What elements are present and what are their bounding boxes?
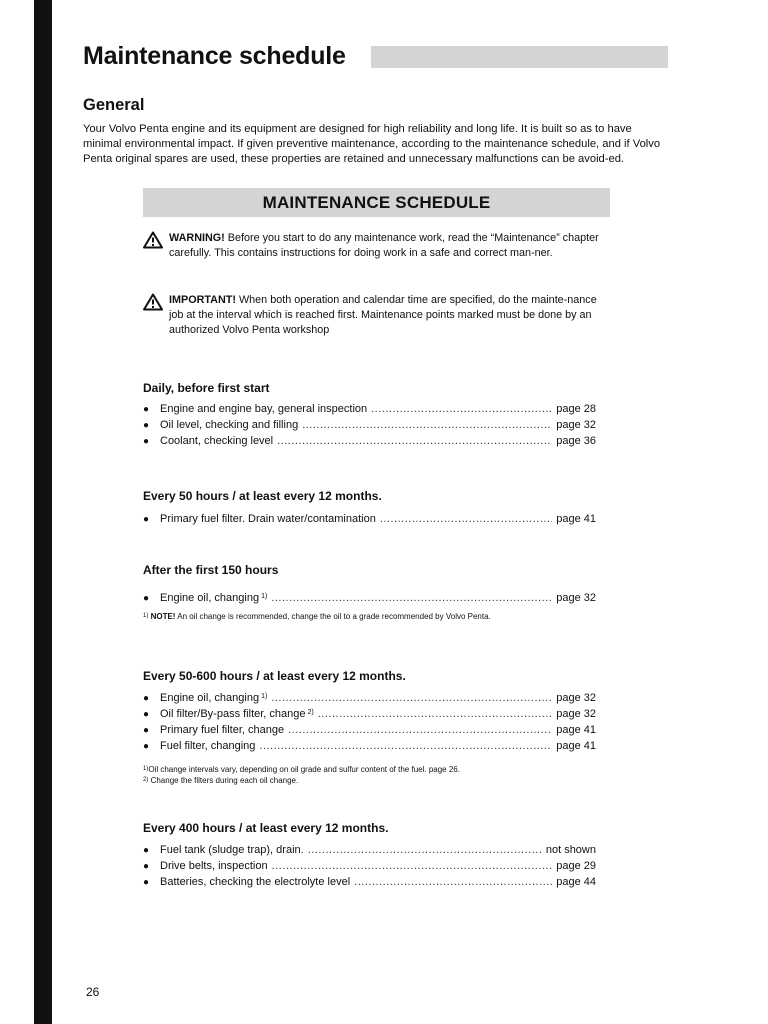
leader-dots bbox=[259, 738, 552, 754]
item-page: not shown bbox=[545, 844, 596, 856]
list-item bbox=[143, 722, 596, 738]
footnote-text: Change the filters during each oil change. bbox=[148, 776, 299, 785]
item-page: page 44 bbox=[556, 876, 596, 888]
list-item bbox=[143, 417, 596, 433]
bullet-icon: ● bbox=[143, 514, 150, 525]
list-item bbox=[143, 874, 596, 890]
item-page: page 28 bbox=[556, 403, 596, 415]
title-decoration-bar bbox=[371, 46, 668, 68]
item-page: page 32 bbox=[556, 592, 596, 604]
bullet-icon: ● bbox=[143, 845, 150, 856]
item-page: page 32 bbox=[556, 419, 596, 431]
item-page: page 41 bbox=[556, 740, 596, 752]
footnote bbox=[143, 775, 298, 786]
item-label: Engine and engine bay, general inspection bbox=[160, 403, 368, 415]
item-label: Primary fuel filter, change bbox=[160, 724, 285, 736]
page-number: 26 bbox=[86, 985, 100, 999]
item-label: Batteries, checking the electrolyte level bbox=[160, 876, 351, 888]
section-heading-400h: Every 400 hours / at least every 12 months. bbox=[143, 821, 389, 835]
warning-label: WARNING! bbox=[169, 232, 225, 244]
footnote-mark: 1) bbox=[143, 613, 149, 619]
leader-dots bbox=[288, 722, 552, 738]
important-note bbox=[143, 293, 613, 338]
bullet-icon: ● bbox=[143, 693, 150, 704]
section-list-150h bbox=[143, 590, 596, 606]
bullet-icon: ● bbox=[143, 877, 150, 888]
section-heading-150h: After the first 150 hours bbox=[143, 563, 279, 577]
item-label-text: Engine oil, changing bbox=[160, 592, 260, 604]
section-list-400h bbox=[143, 842, 596, 890]
leader-dots bbox=[271, 690, 552, 706]
footnote-text: An oil change is recommended, change the oil to a grade recommended by Volvo Penta. bbox=[175, 612, 491, 621]
footnote-marker: 2) bbox=[307, 709, 314, 716]
page-title: Maintenance schedule bbox=[83, 42, 346, 70]
item-label: Oil level, checking and filling bbox=[160, 419, 299, 431]
item-label-text: Oil filter/By-pass filter, change bbox=[160, 708, 306, 720]
schedule-banner: MAINTENANCE SCHEDULE bbox=[143, 188, 610, 217]
footnote-bold: NOTE! bbox=[150, 612, 176, 621]
bullet-icon: ● bbox=[143, 741, 150, 752]
bullet-icon: ● bbox=[143, 404, 150, 415]
item-label bbox=[160, 706, 314, 722]
warning-text bbox=[169, 231, 613, 261]
list-item bbox=[143, 511, 596, 527]
item-label: Fuel tank (sludge trap), drain. bbox=[160, 844, 304, 856]
leader-dots bbox=[272, 858, 553, 874]
leader-dots bbox=[308, 842, 542, 858]
bullet-icon: ● bbox=[143, 861, 150, 872]
footnote-marker: 1) bbox=[261, 593, 268, 600]
bullet-icon: ● bbox=[143, 709, 150, 720]
leader-dots bbox=[277, 433, 552, 449]
item-page: page 32 bbox=[556, 692, 596, 704]
item-page: page 29 bbox=[556, 860, 596, 872]
bullet-icon: ● bbox=[143, 725, 150, 736]
list-item bbox=[143, 738, 596, 754]
bullet-icon: ● bbox=[143, 420, 150, 431]
section-list-50h bbox=[143, 511, 596, 527]
list-item bbox=[143, 858, 596, 874]
important-label: IMPORTANT! bbox=[169, 294, 236, 306]
item-label: Drive belts, inspection bbox=[160, 860, 268, 872]
item-page: page 41 bbox=[556, 724, 596, 736]
footnote-text: Oil change intervals vary, depending on oil grade and sulfur content of the fuel. page 26. bbox=[148, 765, 460, 774]
item-label bbox=[160, 690, 267, 706]
footnote-marker: 1) bbox=[261, 693, 268, 700]
item-page: page 41 bbox=[556, 513, 596, 525]
leader-dots bbox=[271, 590, 552, 606]
list-item bbox=[143, 433, 596, 449]
bullet-icon: ● bbox=[143, 436, 150, 447]
leader-dots bbox=[380, 511, 552, 527]
item-label: Coolant, checking level bbox=[160, 435, 274, 447]
section-heading-daily: Daily, before first start bbox=[143, 381, 270, 395]
leader-dots bbox=[302, 417, 552, 433]
item-label bbox=[160, 590, 267, 606]
item-page: page 32 bbox=[556, 708, 596, 720]
general-heading: General bbox=[83, 96, 145, 114]
section-heading-50-600h: Every 50-600 hours / at least every 12 months. bbox=[143, 669, 406, 683]
footnote-mark: 1) bbox=[143, 766, 149, 772]
footnote bbox=[143, 611, 491, 622]
footnote-mark: 2) bbox=[143, 777, 149, 783]
important-body: When both operation and calendar time are specified, do the mainte-nance job at the interval which is reached first. Maintenance points marked must be done by an authorized Volvo Penta workshop bbox=[169, 294, 597, 336]
item-label: Primary fuel filter. Drain water/contamination bbox=[160, 513, 376, 525]
warning-body: Before you start to do any maintenance work, read the “Maintenance” chapter carefully. This contains instructions for doing work in a safe and correct man-ner. bbox=[169, 232, 599, 259]
warning-note bbox=[143, 231, 613, 261]
item-label-text: Engine oil, changing bbox=[160, 692, 260, 704]
section-list-daily bbox=[143, 401, 596, 449]
list-item bbox=[143, 690, 596, 706]
binding-edge-bar bbox=[34, 0, 52, 1024]
important-text bbox=[169, 293, 613, 338]
leader-dots bbox=[371, 401, 552, 417]
warning-triangle-icon bbox=[143, 293, 163, 311]
section-heading-50h: Every 50 hours / at least every 12 months. bbox=[143, 489, 382, 503]
general-text: Your Volvo Penta engine and its equipment are designed for high reliability and long life. It is built so as to have minimal environmental impact. If given preventive maintenance, according to the maintenance schedule, and if Volvo Penta original spares are used, these properties are retained and unnecessary malfunctions can be avoid-ed. bbox=[83, 123, 661, 165]
item-page: page 36 bbox=[556, 435, 596, 447]
footnote bbox=[143, 764, 460, 775]
warning-triangle-icon bbox=[143, 231, 163, 249]
leader-dots bbox=[318, 706, 552, 722]
leader-dots bbox=[354, 874, 552, 890]
item-label: Fuel filter, changing bbox=[160, 740, 256, 752]
list-item bbox=[143, 706, 596, 722]
list-item bbox=[143, 401, 596, 417]
list-item bbox=[143, 590, 596, 606]
section-list-50-600h bbox=[143, 690, 596, 754]
list-item bbox=[143, 842, 596, 858]
bullet-icon: ● bbox=[143, 593, 150, 604]
